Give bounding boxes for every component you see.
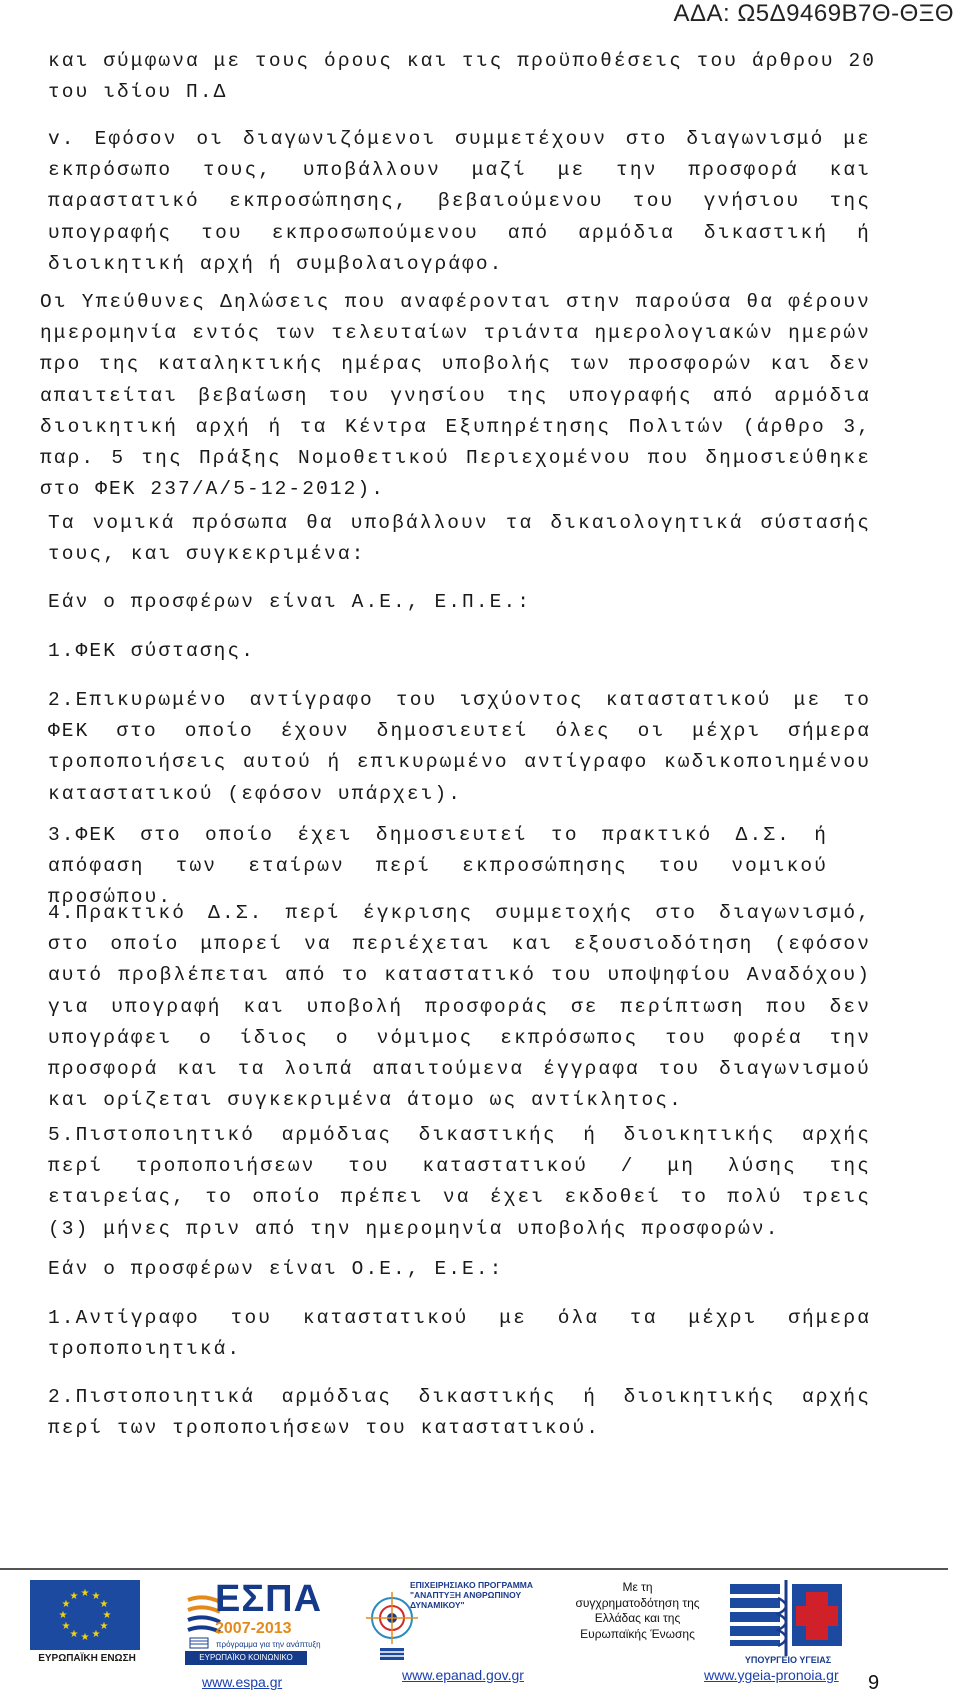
list-item-ae-3: 3.ΦΕΚ στο οποίο έχει δημοσιευτεί το πρακτικό Δ.Σ. ή απόφαση των εταίρων περί εκπροσώπησης του νομικού προσώπου. <box>48 824 828 909</box>
heading-ae-epe: Εάν ο προσφέρων είναι Α.Ε., Ε.Π.Ε.: <box>48 591 532 613</box>
paragraph-declarations: Οι Υπεύθυνες Δηλώσεις που αναφέρονται στην παρούσα θα φέρουν ημερομηνία εντός των τελευταίων τριάντα ημερολογιακών ημερών προ της καταληκτικής ημέρας υποβολής των προσφορών και δεν απαιτείται βεβαίωση του γνησίου της υπογραφής από αρμόδια διοικητική αρχή ή τα Κέντρα Εξυπηρέτησης Πολιτών (άρθρο 3, παρ. 5 της Πράξης Νομοθετικού Περιεχομένου που δημοσιεύθηκε στο ΦΕΚ 237/Α/5-12-2012). <box>40 291 871 501</box>
paragraph-continuation: και σύμφωνα με τους όρους και τις προϋποθέσεις του άρθρου 20 του ιδίου Π.Δ <box>48 50 877 104</box>
svg-text:★: ★ <box>80 1632 90 1643</box>
link-espa[interactable]: www.espa.gr <box>202 1674 283 1690</box>
svg-text:★: ★ <box>58 1610 68 1621</box>
list-item-ae-5: 5.Πιστοποιητικό αρμόδιας δικαστικής ή διοικητικής αρχής περί τροποποιήσεων του καταστατικού / μη λύσης της εταιρείας, το οποίο πρέπει να έχει εκδοθεί το πολύ τρεις (3) μήνες πριν από την ημερομηνία υποβολής προσφορών. <box>48 1124 871 1240</box>
footer-divider <box>0 1568 948 1570</box>
eu-flag-icon <box>30 1580 140 1650</box>
link-ygeia-pronoia[interactable]: www.ygeia-pronoia.gr <box>704 1667 839 1683</box>
espa-fund-label: ΕΥΡΩΠΑΪΚΟ ΚΟΙΝΩΝΙΚΟ ΤΑΜΕΙΟ <box>185 1651 307 1665</box>
espa-logo-title: ΕΣΠΑ <box>215 1578 323 1620</box>
link-epanad[interactable]: www.epanad.gov.gr <box>402 1667 524 1683</box>
paragraph-v-representative: v. Εφόσον οι διαγωνιζόμενοι συμμετέχουν στο διαγωνισμό με εκπρόσωπο τους, υποβάλλουν μαζί με την προσφορά και παραστατικό εκπροσώπησης, βεβαιούμενου του γνήσιου της υπογραφής του εκπροσωπούμενου από αρμόδια δικαστική ή διοικητική αρχή ή συμβολαιογράφο. <box>48 128 871 275</box>
svg-text:★: ★ <box>91 1629 101 1640</box>
ministry-health-label: ΥΠΟΥΡΓΕΙΟ ΥΓΕΙΑΣ <box>744 1655 832 1665</box>
svg-text:★: ★ <box>69 1629 79 1640</box>
svg-text:★: ★ <box>99 1599 109 1610</box>
espa-years: 2007-2013 <box>215 1620 292 1637</box>
svg-text:★: ★ <box>69 1591 79 1602</box>
paragraph-legal-entities: Τα νομικά πρόσωπα θα υποβάλλουν τα δικαιολογητικά σύστασής τους, και συγκεκριμένα: <box>48 512 871 566</box>
heading-oe-ee: Εάν ο προσφέρων είναι Ο.Ε., Ε.Ε.: <box>48 1258 504 1280</box>
cofunding-text: Με τη συγχρηματοδότηση της Ελλάδας και της Ευρωπαϊκής Ένωσης <box>575 1580 700 1641</box>
list-item-oe-1: 1.Αντίγραφο του καταστατικού με όλα τα μέχρι σήμερα τροποποιητικά. <box>48 1307 871 1361</box>
page-number: 9 <box>868 1672 880 1694</box>
list-item-ae-2: 2.Επικυρωμένο αντίγραφο του ισχύοντος καταστατικού με το ΦΕΚ στο οποίο έχουν δημοσιευτεί όλες οι μέχρι σήμερα τροποποιήσεις αυτού ή επικυρωμένο αντίγραφο κωδικοποιημένου καταστατικού (εφόσον υπάρχει). <box>48 689 871 805</box>
epanad-program-label: ΕΠΙΧΕΙΡΗΣΙΑΚΟ ΠΡΟΓΡΑΜΜΑ "ΑΝΑΠΤΥΞΗ ΑΝΘΡΩΠΙΝΟΥ ΔΥΝΑΜΙΚΟΥ" <box>410 1580 534 1610</box>
eu-label: ΕΥΡΩΠΑΪΚΗ ΕΝΩΣΗ <box>38 1653 136 1664</box>
ada-header: ΑΔΑ: Ω5Δ9469Β7Θ-ΘΞΘ <box>673 0 954 27</box>
list-item-ae-4: 4.Πρακτικό Δ.Σ. περί έγκρισης συμμετοχής στο διαγωνισμό, στο οποίο μπορεί να περιέχεται και εξουσιοδότηση (εφόσον αυτό προβλέπεται από το καταστατικό του υποψηφίου Αναδόχου) για υπογραφή και υποβολή προσφοράς σε περίπτωση που δεν υπογράφει ο ίδιος ο νόμιμος εκπρόσωπος του φορέα την προσφορά και τα λοιπά απαιτούμενα έγγραφα του διαγωνισμού και ορίζεται συγκεκριμένα άτομο ως αντίκλητος. <box>48 902 871 1112</box>
svg-text:★: ★ <box>61 1599 71 1610</box>
svg-text:★: ★ <box>99 1621 109 1632</box>
list-item-ae-1: 1.ΦΕΚ σύστασης. <box>48 640 256 662</box>
list-item-oe-2: 2.Πιστοποιητικά αρμόδιας δικαστικής ή διοικητικής αρχής περί των τροποποιήσεων του καταστατικού. <box>48 1386 871 1440</box>
espa-slogan: πρόγραμμα για την ανάπτυξη <box>216 1640 321 1649</box>
ministry-health-logo-icon <box>730 1573 845 1663</box>
svg-text:★: ★ <box>91 1591 101 1602</box>
svg-text:★: ★ <box>61 1621 71 1632</box>
svg-text:★: ★ <box>102 1610 112 1621</box>
svg-text:★: ★ <box>80 1588 90 1599</box>
